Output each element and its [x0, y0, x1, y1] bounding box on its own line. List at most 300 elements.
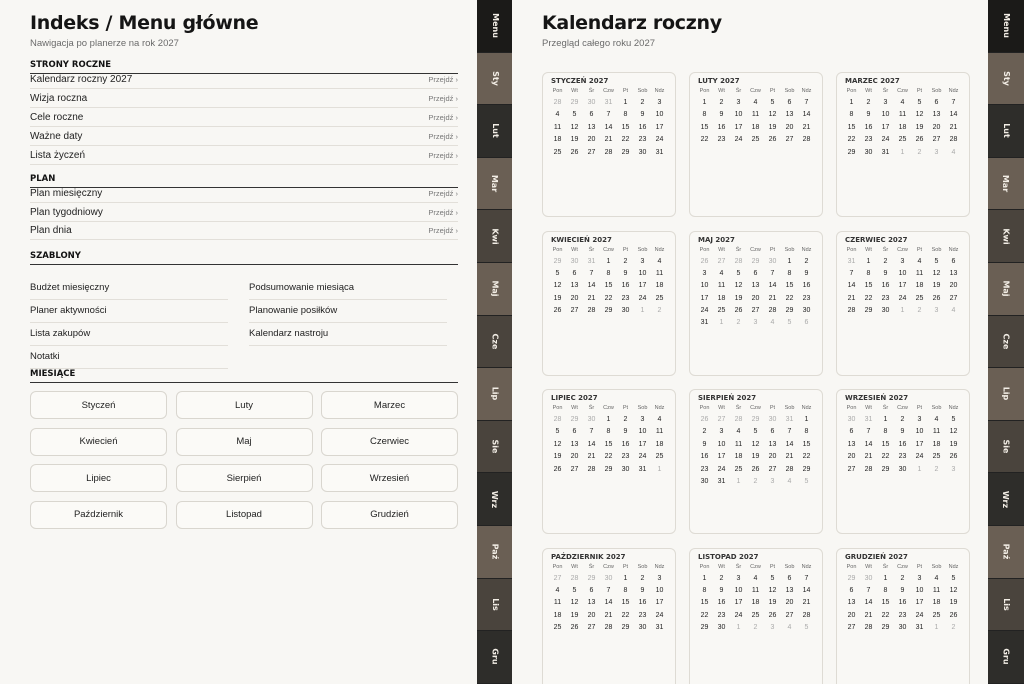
- calendar-day[interactable]: 12: [768, 111, 777, 119]
- calendar-day[interactable]: 23: [638, 611, 647, 619]
- calendar-day[interactable]: 31: [881, 148, 890, 156]
- go-link[interactable]: Przejdź ›: [428, 75, 458, 84]
- calendar-day[interactable]: 18: [655, 282, 664, 290]
- calendar-day[interactable]: 19: [949, 599, 958, 607]
- calendar-day[interactable]: 14: [847, 282, 856, 290]
- calendar-day[interactable]: 14: [587, 440, 596, 448]
- calendar-day[interactable]: 14: [587, 282, 596, 290]
- calendar-day[interactable]: 3: [702, 269, 707, 277]
- calendar-day[interactable]: 23: [621, 294, 630, 302]
- calendar-day[interactable]: 21: [604, 611, 613, 619]
- calendar-day[interactable]: 1: [849, 99, 854, 106]
- calendar-day[interactable]: 7: [770, 269, 775, 277]
- calendar-day[interactable]: 5: [555, 428, 560, 436]
- calendar-day[interactable]: 17: [655, 123, 664, 131]
- nav-link-row[interactable]: [30, 109, 458, 127]
- calendar-day[interactable]: 13: [785, 111, 794, 119]
- calendar-day[interactable]: 12: [570, 599, 579, 607]
- calendar-day[interactable]: 1: [883, 416, 888, 423]
- calendar-day[interactable]: 22: [847, 136, 856, 144]
- calendar-day[interactable]: 10: [734, 111, 743, 119]
- calendar-day[interactable]: 2: [866, 99, 871, 106]
- calendar-day[interactable]: 21: [864, 611, 873, 619]
- calendar-day[interactable]: 14: [604, 599, 613, 607]
- month-calendar[interactable]: [542, 548, 676, 684]
- calendar-day[interactable]: 10: [915, 428, 924, 436]
- calendar-day[interactable]: 3: [883, 99, 888, 106]
- calendar-day[interactable]: 5: [736, 269, 741, 277]
- calendar-day[interactable]: 29: [621, 624, 630, 632]
- calendar-day[interactable]: 7: [866, 428, 871, 436]
- calendar-day[interactable]: 25: [932, 611, 941, 619]
- calendar-day[interactable]: 16: [700, 453, 709, 461]
- month-calendar[interactable]: [689, 389, 823, 534]
- calendar-day[interactable]: 17: [638, 440, 647, 448]
- calendar-day[interactable]: 15: [621, 123, 630, 131]
- calendar-day[interactable]: 26: [949, 453, 958, 461]
- calendar-day[interactable]: 4: [657, 257, 662, 265]
- nav-link-row[interactable]: [30, 128, 458, 146]
- calendar-day[interactable]: 6: [572, 269, 577, 277]
- calendar-day[interactable]: 25: [932, 453, 941, 461]
- calendar-day[interactable]: 4: [917, 257, 922, 265]
- calendar-day[interactable]: 16: [802, 282, 811, 290]
- calendar-day[interactable]: 1: [623, 574, 628, 582]
- calendar-day[interactable]: 19: [932, 282, 941, 290]
- calendar-day[interactable]: 12: [553, 440, 562, 448]
- calendar-day[interactable]: 18: [717, 294, 726, 302]
- calendar-day[interactable]: 15: [785, 282, 794, 290]
- calendar-day[interactable]: 9: [719, 586, 724, 594]
- calendar-day[interactable]: 26: [932, 294, 941, 302]
- month-calendar[interactable]: [836, 389, 970, 534]
- calendar-day[interactable]: 11: [553, 123, 562, 131]
- calendar-day[interactable]: 1: [606, 257, 611, 265]
- calendar-day[interactable]: 9: [623, 428, 628, 436]
- calendar-day[interactable]: 7: [804, 99, 809, 106]
- calendar-day[interactable]: 9: [804, 269, 809, 277]
- calendar-day[interactable]: 31: [638, 465, 647, 473]
- calendar-day[interactable]: 26: [553, 465, 562, 473]
- tab-lip[interactable]: [477, 368, 513, 421]
- calendar-day[interactable]: 16: [864, 123, 873, 131]
- calendar-day[interactable]: 4: [555, 586, 560, 594]
- calendar-day[interactable]: 20: [847, 453, 856, 461]
- calendar-day[interactable]: 5: [934, 257, 939, 265]
- tab-lip[interactable]: [988, 368, 1024, 421]
- month-calendar[interactable]: [836, 72, 970, 217]
- calendar-day[interactable]: 11: [553, 599, 562, 607]
- calendar-day[interactable]: 26: [734, 307, 743, 315]
- month-button[interactable]: Czerwiec: [321, 428, 458, 456]
- calendar-day[interactable]: 30: [802, 307, 811, 315]
- calendar-day[interactable]: 12: [915, 111, 924, 119]
- calendar-day[interactable]: 10: [881, 111, 890, 119]
- calendar-day[interactable]: 3: [640, 416, 645, 423]
- tab-menu[interactable]: [988, 0, 1024, 53]
- tab-sie[interactable]: [988, 421, 1024, 474]
- month-calendar[interactable]: [542, 389, 676, 534]
- calendar-day[interactable]: 16: [621, 282, 630, 290]
- calendar-day[interactable]: 18: [915, 282, 924, 290]
- calendar-day[interactable]: 15: [700, 599, 709, 607]
- calendar-day[interactable]: 28: [604, 148, 613, 156]
- calendar-day[interactable]: 3: [657, 574, 662, 582]
- calendar-day[interactable]: 12: [768, 586, 777, 594]
- month-button[interactable]: Luty: [176, 391, 313, 419]
- calendar-day[interactable]: 17: [700, 294, 709, 302]
- calendar-day[interactable]: 26: [570, 148, 579, 156]
- calendar-day[interactable]: 17: [655, 599, 664, 607]
- template-link[interactable]: Planowanie posiłków: [249, 305, 447, 323]
- calendar-day[interactable]: 6: [849, 428, 854, 436]
- calendar-day[interactable]: 4: [753, 99, 758, 106]
- calendar-day[interactable]: 20: [751, 294, 760, 302]
- calendar-day[interactable]: 17: [717, 453, 726, 461]
- calendar-day[interactable]: 21: [949, 123, 958, 131]
- calendar-day[interactable]: 2: [640, 99, 645, 106]
- calendar-day[interactable]: 10: [638, 428, 647, 436]
- calendar-day[interactable]: 6: [787, 574, 792, 582]
- calendar-day[interactable]: 1: [702, 574, 707, 582]
- tab-kwi[interactable]: [988, 210, 1024, 263]
- calendar-day[interactable]: 13: [932, 111, 941, 119]
- calendar-day[interactable]: 12: [570, 123, 579, 131]
- calendar-day[interactable]: 21: [587, 294, 596, 302]
- calendar-day[interactable]: 12: [949, 586, 958, 594]
- go-link[interactable]: Przejdź ›: [428, 132, 458, 141]
- calendar-day[interactable]: 16: [621, 440, 630, 448]
- calendar-day[interactable]: 7: [606, 111, 611, 119]
- calendar-day[interactable]: 24: [638, 453, 647, 461]
- calendar-day[interactable]: 14: [864, 440, 873, 448]
- nav-link-row[interactable]: [30, 71, 458, 89]
- calendar-day[interactable]: 10: [915, 586, 924, 594]
- month-button[interactable]: Listopad: [176, 501, 313, 529]
- calendar-day[interactable]: 8: [606, 428, 611, 436]
- calendar-day[interactable]: 25: [553, 624, 562, 632]
- calendar-day[interactable]: 2: [719, 574, 724, 582]
- calendar-day[interactable]: 18: [553, 136, 562, 144]
- calendar-day[interactable]: 22: [864, 294, 873, 302]
- calendar-day[interactable]: 13: [751, 282, 760, 290]
- calendar-day[interactable]: 23: [717, 136, 726, 144]
- calendar-day[interactable]: 11: [932, 586, 941, 594]
- calendar-day[interactable]: 29: [881, 465, 890, 473]
- calendar-day[interactable]: 7: [951, 99, 956, 106]
- month-calendar[interactable]: [689, 72, 823, 217]
- calendar-day[interactable]: 8: [702, 586, 707, 594]
- calendar-day[interactable]: 15: [604, 440, 613, 448]
- calendar-day[interactable]: 13: [587, 599, 596, 607]
- calendar-day[interactable]: 10: [717, 440, 726, 448]
- tab-wrz[interactable]: [477, 473, 513, 526]
- calendar-day[interactable]: 28: [587, 307, 596, 315]
- calendar-day[interactable]: 9: [900, 428, 905, 436]
- calendar-day[interactable]: 10: [734, 586, 743, 594]
- calendar-day[interactable]: 24: [655, 611, 664, 619]
- calendar-day[interactable]: 18: [751, 599, 760, 607]
- calendar-day[interactable]: 29: [604, 465, 613, 473]
- calendar-day[interactable]: 7: [589, 428, 594, 436]
- calendar-day[interactable]: 8: [623, 586, 628, 594]
- calendar-day[interactable]: 1: [883, 574, 888, 582]
- nav-link-row[interactable]: [30, 222, 458, 240]
- calendar-day[interactable]: 25: [734, 465, 743, 473]
- calendar-day[interactable]: 30: [638, 624, 647, 632]
- month-calendar[interactable]: [542, 72, 676, 217]
- calendar-day[interactable]: 7: [849, 269, 854, 277]
- calendar-day[interactable]: 22: [881, 453, 890, 461]
- template-link[interactable]: Budżet miesięczny: [30, 282, 228, 300]
- go-link[interactable]: Przejdź ›: [428, 94, 458, 103]
- calendar-day[interactable]: 10: [898, 269, 907, 277]
- month-calendar[interactable]: [542, 231, 676, 376]
- calendar-day[interactable]: 8: [883, 428, 888, 436]
- calendar-day[interactable]: 20: [932, 123, 941, 131]
- calendar-day[interactable]: 7: [606, 586, 611, 594]
- month-button[interactable]: Lipiec: [30, 464, 167, 492]
- calendar-day[interactable]: 5: [770, 574, 775, 582]
- calendar-day[interactable]: 12: [553, 282, 562, 290]
- calendar-day[interactable]: 21: [802, 599, 811, 607]
- calendar-day[interactable]: 4: [555, 111, 560, 119]
- calendar-day[interactable]: 15: [621, 599, 630, 607]
- calendar-day[interactable]: 31: [915, 624, 924, 632]
- tab-gru[interactable]: [477, 631, 513, 684]
- calendar-day[interactable]: 2: [900, 574, 905, 582]
- calendar-day[interactable]: 18: [553, 611, 562, 619]
- calendar-day[interactable]: 23: [898, 611, 907, 619]
- calendar-day[interactable]: 14: [802, 111, 811, 119]
- calendar-day[interactable]: 20: [785, 123, 794, 131]
- calendar-day[interactable]: 23: [700, 465, 709, 473]
- calendar-day[interactable]: 16: [717, 123, 726, 131]
- calendar-day[interactable]: 8: [623, 111, 628, 119]
- calendar-day[interactable]: 6: [572, 428, 577, 436]
- calendar-day[interactable]: 20: [587, 136, 596, 144]
- calendar-day[interactable]: 3: [736, 99, 741, 106]
- calendar-day[interactable]: 26: [915, 136, 924, 144]
- tab-kwi[interactable]: [477, 210, 513, 263]
- calendar-day[interactable]: 10: [655, 111, 664, 119]
- calendar-day[interactable]: 5: [917, 99, 922, 106]
- tab-paź[interactable]: [988, 526, 1024, 579]
- calendar-day[interactable]: 22: [604, 453, 613, 461]
- go-link[interactable]: Przejdź ›: [428, 189, 458, 198]
- calendar-day[interactable]: 22: [802, 453, 811, 461]
- calendar-day[interactable]: 21: [768, 294, 777, 302]
- calendar-day[interactable]: 21: [864, 453, 873, 461]
- calendar-day[interactable]: 28: [949, 136, 958, 144]
- calendar-day[interactable]: 19: [915, 123, 924, 131]
- calendar-day[interactable]: 4: [719, 269, 724, 277]
- calendar-day[interactable]: 27: [570, 307, 579, 315]
- calendar-day[interactable]: 16: [881, 282, 890, 290]
- calendar-day[interactable]: 25: [717, 307, 726, 315]
- calendar-day[interactable]: 17: [881, 123, 890, 131]
- calendar-day[interactable]: 19: [949, 440, 958, 448]
- calendar-day[interactable]: 30: [717, 624, 726, 632]
- calendar-day[interactable]: 13: [768, 440, 777, 448]
- calendar-day[interactable]: 5: [555, 269, 560, 277]
- calendar-day[interactable]: 27: [587, 624, 596, 632]
- calendar-day[interactable]: 7: [866, 586, 871, 594]
- calendar-day[interactable]: 24: [734, 136, 743, 144]
- calendar-day[interactable]: 17: [915, 599, 924, 607]
- calendar-day[interactable]: 5: [572, 586, 577, 594]
- calendar-day[interactable]: 28: [802, 136, 811, 144]
- calendar-day[interactable]: 4: [736, 428, 741, 436]
- calendar-day[interactable]: 8: [606, 269, 611, 277]
- calendar-day[interactable]: 14: [802, 586, 811, 594]
- calendar-day[interactable]: 20: [768, 453, 777, 461]
- calendar-day[interactable]: 20: [785, 599, 794, 607]
- calendar-day[interactable]: 24: [717, 465, 726, 473]
- calendar-day[interactable]: 29: [802, 465, 811, 473]
- calendar-day[interactable]: 28: [864, 465, 873, 473]
- calendar-day[interactable]: 9: [719, 111, 724, 119]
- calendar-day[interactable]: 3: [736, 574, 741, 582]
- calendar-day[interactable]: 8: [702, 111, 707, 119]
- template-link[interactable]: Podsumowanie miesiąca: [249, 282, 447, 300]
- calendar-day[interactable]: 26: [570, 624, 579, 632]
- month-button[interactable]: Grudzień: [321, 501, 458, 529]
- calendar-day[interactable]: 28: [864, 624, 873, 632]
- tab-sty[interactable]: [988, 53, 1024, 106]
- calendar-day[interactable]: 28: [768, 307, 777, 315]
- calendar-day[interactable]: 18: [932, 440, 941, 448]
- calendar-day[interactable]: 3: [657, 99, 662, 106]
- calendar-day[interactable]: 3: [640, 257, 645, 265]
- calendar-day[interactable]: 17: [898, 282, 907, 290]
- calendar-day[interactable]: 21: [604, 136, 613, 144]
- calendar-day[interactable]: 12: [734, 282, 743, 290]
- calendar-day[interactable]: 6: [589, 111, 594, 119]
- go-link[interactable]: Przejdź ›: [428, 151, 458, 160]
- tab-lut[interactable]: [477, 105, 513, 158]
- calendar-day[interactable]: 6: [934, 99, 939, 106]
- calendar-day[interactable]: 15: [847, 123, 856, 131]
- calendar-day[interactable]: 15: [700, 123, 709, 131]
- calendar-day[interactable]: 14: [768, 282, 777, 290]
- calendar-day[interactable]: 1: [623, 99, 628, 106]
- go-link[interactable]: Przejdź ›: [428, 207, 458, 217]
- calendar-day[interactable]: 20: [847, 611, 856, 619]
- calendar-day[interactable]: 16: [638, 599, 647, 607]
- calendar-day[interactable]: 15: [881, 440, 890, 448]
- calendar-day[interactable]: 27: [847, 624, 856, 632]
- calendar-day[interactable]: 24: [915, 453, 924, 461]
- tab-lis[interactable]: [988, 579, 1024, 632]
- calendar-day[interactable]: 3: [917, 416, 922, 423]
- calendar-day[interactable]: 25: [553, 148, 562, 156]
- calendar-day[interactable]: 27: [570, 465, 579, 473]
- calendar-day[interactable]: 21: [785, 453, 794, 461]
- calendar-day[interactable]: 18: [898, 123, 907, 131]
- calendar-day[interactable]: 30: [898, 624, 907, 632]
- calendar-day[interactable]: 4: [900, 99, 905, 106]
- tab-lut[interactable]: [988, 105, 1024, 158]
- calendar-day[interactable]: 2: [804, 257, 809, 265]
- go-link[interactable]: Przejdź ›: [428, 113, 458, 122]
- calendar-day[interactable]: 2: [702, 428, 707, 436]
- calendar-day[interactable]: 27: [932, 136, 941, 144]
- calendar-day[interactable]: 24: [638, 294, 647, 302]
- calendar-day[interactable]: 4: [934, 416, 939, 423]
- calendar-day[interactable]: 7: [787, 428, 792, 436]
- calendar-day[interactable]: 30: [881, 307, 890, 315]
- calendar-day[interactable]: 20: [949, 282, 958, 290]
- month-button[interactable]: Kwiecień: [30, 428, 167, 456]
- calendar-day[interactable]: 19: [553, 453, 562, 461]
- month-calendar[interactable]: [836, 231, 970, 376]
- calendar-day[interactable]: 22: [700, 136, 709, 144]
- tab-maj[interactable]: [988, 263, 1024, 316]
- calendar-day[interactable]: 15: [604, 282, 613, 290]
- calendar-day[interactable]: 6: [753, 269, 758, 277]
- calendar-day[interactable]: 15: [802, 440, 811, 448]
- nav-link-row[interactable]: [30, 185, 458, 203]
- calendar-day[interactable]: 9: [883, 269, 888, 277]
- calendar-day[interactable]: 30: [864, 148, 873, 156]
- calendar-day[interactable]: 10: [700, 282, 709, 290]
- calendar-day[interactable]: 3: [719, 428, 724, 436]
- calendar-day[interactable]: 13: [949, 269, 958, 277]
- calendar-day[interactable]: 27: [751, 307, 760, 315]
- calendar-day[interactable]: 28: [785, 465, 794, 473]
- calendar-day[interactable]: 25: [751, 611, 760, 619]
- calendar-day[interactable]: 5: [770, 99, 775, 106]
- calendar-day[interactable]: 20: [587, 611, 596, 619]
- calendar-day[interactable]: 1: [702, 99, 707, 106]
- calendar-day[interactable]: 2: [900, 416, 905, 423]
- calendar-day[interactable]: 29: [881, 624, 890, 632]
- calendar-day[interactable]: 14: [785, 440, 794, 448]
- calendar-day[interactable]: 20: [570, 294, 579, 302]
- calendar-day[interactable]: 12: [932, 269, 941, 277]
- calendar-day[interactable]: 11: [898, 111, 907, 119]
- month-button[interactable]: Wrzesień: [321, 464, 458, 492]
- calendar-day[interactable]: 6: [770, 428, 775, 436]
- month-button[interactable]: Maj: [176, 428, 313, 456]
- calendar-day[interactable]: 24: [881, 136, 890, 144]
- calendar-day[interactable]: 6: [787, 99, 792, 106]
- calendar-day[interactable]: 3: [900, 257, 905, 265]
- nav-link-row[interactable]: [30, 90, 458, 108]
- calendar-day[interactable]: 29: [847, 148, 856, 156]
- calendar-day[interactable]: 19: [734, 294, 743, 302]
- calendar-day[interactable]: 2: [623, 257, 628, 265]
- calendar-day[interactable]: 21: [847, 294, 856, 302]
- calendar-day[interactable]: 31: [717, 477, 726, 485]
- calendar-day[interactable]: 27: [949, 294, 958, 302]
- month-button[interactable]: Marzec: [321, 391, 458, 419]
- calendar-day[interactable]: 17: [734, 599, 743, 607]
- calendar-day[interactable]: 22: [604, 294, 613, 302]
- calendar-day[interactable]: 21: [587, 453, 596, 461]
- calendar-day[interactable]: 8: [787, 269, 792, 277]
- calendar-day[interactable]: 27: [768, 465, 777, 473]
- calendar-day[interactable]: 27: [847, 465, 856, 473]
- calendar-day[interactable]: 26: [751, 465, 760, 473]
- calendar-day[interactable]: 9: [900, 586, 905, 594]
- calendar-day[interactable]: 15: [881, 599, 890, 607]
- tab-mar[interactable]: [477, 158, 513, 211]
- calendar-day[interactable]: 13: [847, 440, 856, 448]
- calendar-day[interactable]: 2: [640, 574, 645, 582]
- calendar-day[interactable]: 8: [866, 269, 871, 277]
